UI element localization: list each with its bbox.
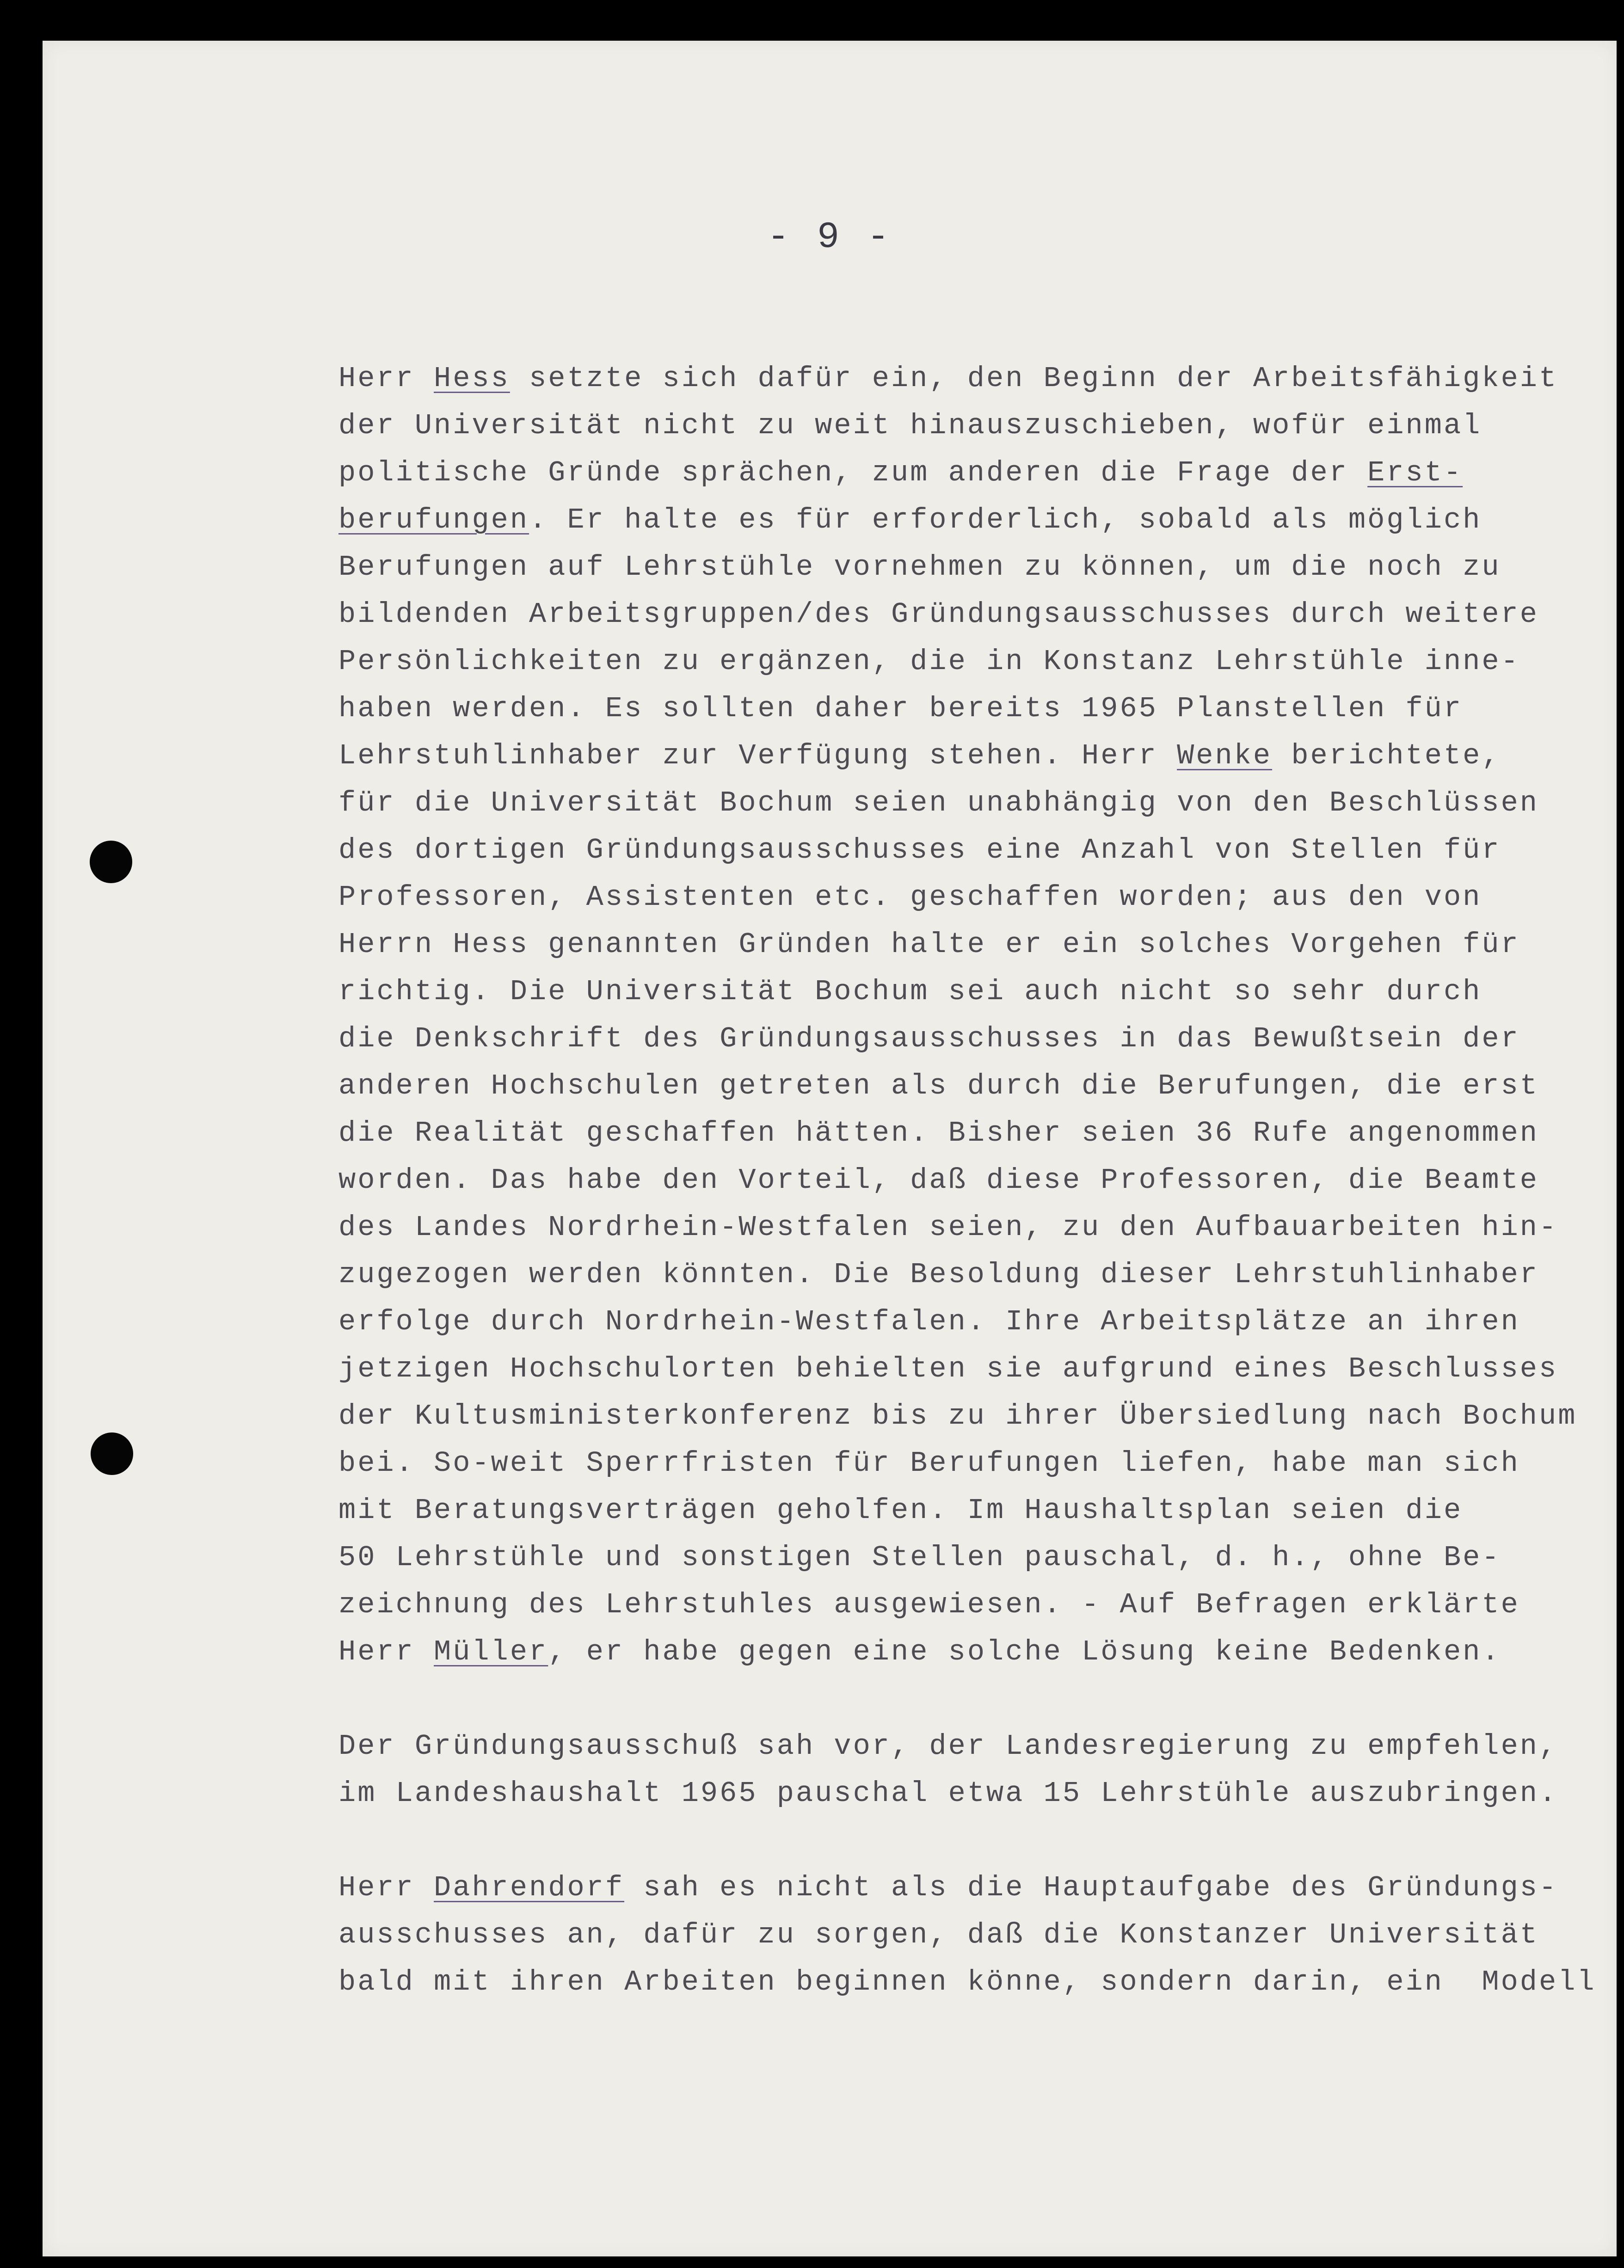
underlined-name: Dahrendorf <box>434 1871 625 1904</box>
text-segment: zugezogen werden könnten. Die Besoldung dieser Lehrstuhlinhaber <box>338 1258 1539 1291</box>
text-line <box>338 1157 1624 1204</box>
text-line <box>338 544 1624 591</box>
text-line <box>338 1912 1624 1959</box>
text-line <box>338 1251 1624 1298</box>
punch-hole <box>90 841 132 883</box>
text-line <box>338 1723 1624 1770</box>
text-segment: Herr <box>338 1871 434 1904</box>
text-segment: Persönlichkeiten zu ergänzen, die in Konstanz Lehrstühle inne- <box>338 645 1520 678</box>
text-line <box>338 1534 1624 1581</box>
text-line <box>338 1063 1624 1110</box>
text-segment: Der Gründungsausschuß sah vor, der Landesregierung zu empfehlen, <box>338 1730 1558 1763</box>
document-body <box>338 355 1624 2053</box>
text-segment: , er habe gegen eine solche Lösung keine Bedenken. <box>548 1635 1501 1668</box>
text-segment: des dortigen Gründungsausschusses eine Anzahl von Stellen für <box>338 834 1501 867</box>
text-line <box>338 1110 1624 1157</box>
text-segment: des Landes Nordrhein-Westfalen seien, zu den Aufbauarbeiten hin- <box>338 1211 1558 1244</box>
text-line <box>338 1487 1624 1534</box>
text-segment: für die Universität Bochum seien unabhängig von den Beschlüssen <box>338 787 1539 819</box>
text-line <box>338 591 1624 638</box>
page-number: - 9 - <box>767 216 892 258</box>
paragraph <box>338 1864 1624 2006</box>
text-line <box>338 449 1624 497</box>
text-segment: mit Beratungsverträgen geholfen. Im Haushaltsplan seien die <box>338 1494 1463 1527</box>
underlined-name: berufungen <box>338 504 529 536</box>
text-line <box>338 827 1624 874</box>
text-segment: zeichnung des Lehrstuhles ausgewiesen. - Auf Befragen erklärte <box>338 1588 1520 1621</box>
text-line <box>338 638 1624 685</box>
text-segment: im Landeshaushalt 1965 pauschal etwa 15 Lehrstühle auszubringen. <box>338 1777 1558 1810</box>
text-segment: erfolge durch Nordrhein-Westfalen. Ihre Arbeitsplätze an ihren <box>338 1305 1520 1338</box>
text-segment: der Universität nicht zu weit hinauszuschieben, wofür einmal <box>338 409 1482 442</box>
text-line <box>338 1015 1624 1063</box>
text-segment: Herrn Hess genannten Gründen halte er ein solches Vorgehen für <box>338 928 1520 961</box>
text-segment: bei. So-weit Sperrfristen für Berufungen liefen, habe man sich <box>338 1447 1520 1480</box>
text-segment: die Denkschrift des Gründungsausschusses in das Bewußtsein der <box>338 1022 1520 1055</box>
text-line <box>338 1346 1624 1393</box>
text-line <box>338 1770 1624 1817</box>
text-segment: Professoren, Assistenten etc. geschaffen worden; aus den von <box>338 881 1482 914</box>
underlined-name: Wenke <box>1177 739 1273 772</box>
text-segment: Lehrstuhlinhaber zur Verfügung stehen. Herr <box>338 739 1177 772</box>
text-segment: Herr <box>338 1635 434 1668</box>
text-segment: . Er halte es für erforderlich, sobald als möglich <box>529 504 1482 536</box>
text-line <box>338 1959 1624 2006</box>
text-segment: Berufungen auf Lehrstühle vornehmen zu können, um die noch zu <box>338 551 1501 584</box>
text-line <box>338 1393 1624 1440</box>
text-line <box>338 921 1624 968</box>
text-segment: ausschusses an, dafür zu sorgen, daß die Konstanzer Universität <box>338 1918 1539 1951</box>
text-segment: jetzigen Hochschulorten behielten sie aufgrund eines Beschlusses <box>338 1352 1558 1385</box>
text-line <box>338 968 1624 1015</box>
text-segment: sah es nicht als die Hauptaufgabe des Gründungs- <box>624 1871 1558 1904</box>
underlined-name: Erst- <box>1367 456 1463 489</box>
punch-hole <box>91 1432 133 1475</box>
underlined-name: Hess <box>434 362 510 395</box>
text-segment: die Realität geschaffen hätten. Bisher seien 36 Rufe angenommen <box>338 1117 1539 1149</box>
text-segment: setzte sich dafür ein, den Beginn der Arbeitsfähigkeit <box>510 362 1558 395</box>
text-line <box>338 1629 1624 1676</box>
text-line <box>338 732 1624 780</box>
document-page <box>43 41 1617 2256</box>
text-segment: 50 Lehrstühle und sonstigen Stellen pauschal, d. h., ohne Be- <box>338 1541 1501 1574</box>
text-line <box>338 355 1624 402</box>
text-segment: richtig. Die Universität Bochum sei auch nicht so sehr durch <box>338 975 1482 1008</box>
text-line <box>338 402 1624 449</box>
text-segment: berichtete, <box>1272 739 1501 772</box>
text-segment: der Kultusministerkonferenz bis zu ihrer Übersiedlung nach Bochum <box>338 1400 1577 1432</box>
text-line <box>338 685 1624 732</box>
text-line <box>338 1581 1624 1629</box>
text-segment: politische Gründe sprächen, zum anderen die Frage der <box>338 456 1368 489</box>
text-line <box>338 1204 1624 1251</box>
text-line <box>338 1864 1624 1912</box>
underlined-name: Müller <box>434 1635 548 1668</box>
text-segment: bald mit ihren Arbeiten beginnen könne, sondern darin, ein Modell <box>338 1966 1596 1998</box>
text-line <box>338 1298 1624 1346</box>
text-segment: Herr <box>338 362 434 395</box>
text-segment: anderen Hochschulen getreten als durch die Berufungen, die erst <box>338 1069 1539 1102</box>
text-segment: worden. Das habe den Vorteil, daß diese Professoren, die Beamte <box>338 1164 1539 1197</box>
text-line <box>338 780 1624 827</box>
text-line <box>338 497 1624 544</box>
text-line <box>338 874 1624 921</box>
text-line <box>338 1440 1624 1487</box>
paragraph <box>338 355 1624 1676</box>
paragraph <box>338 1723 1624 1817</box>
text-segment: bildenden Arbeitsgruppen/des Gründungsausschusses durch weitere <box>338 598 1539 631</box>
text-segment: haben werden. Es sollten daher bereits 1965 Planstellen für <box>338 692 1463 725</box>
